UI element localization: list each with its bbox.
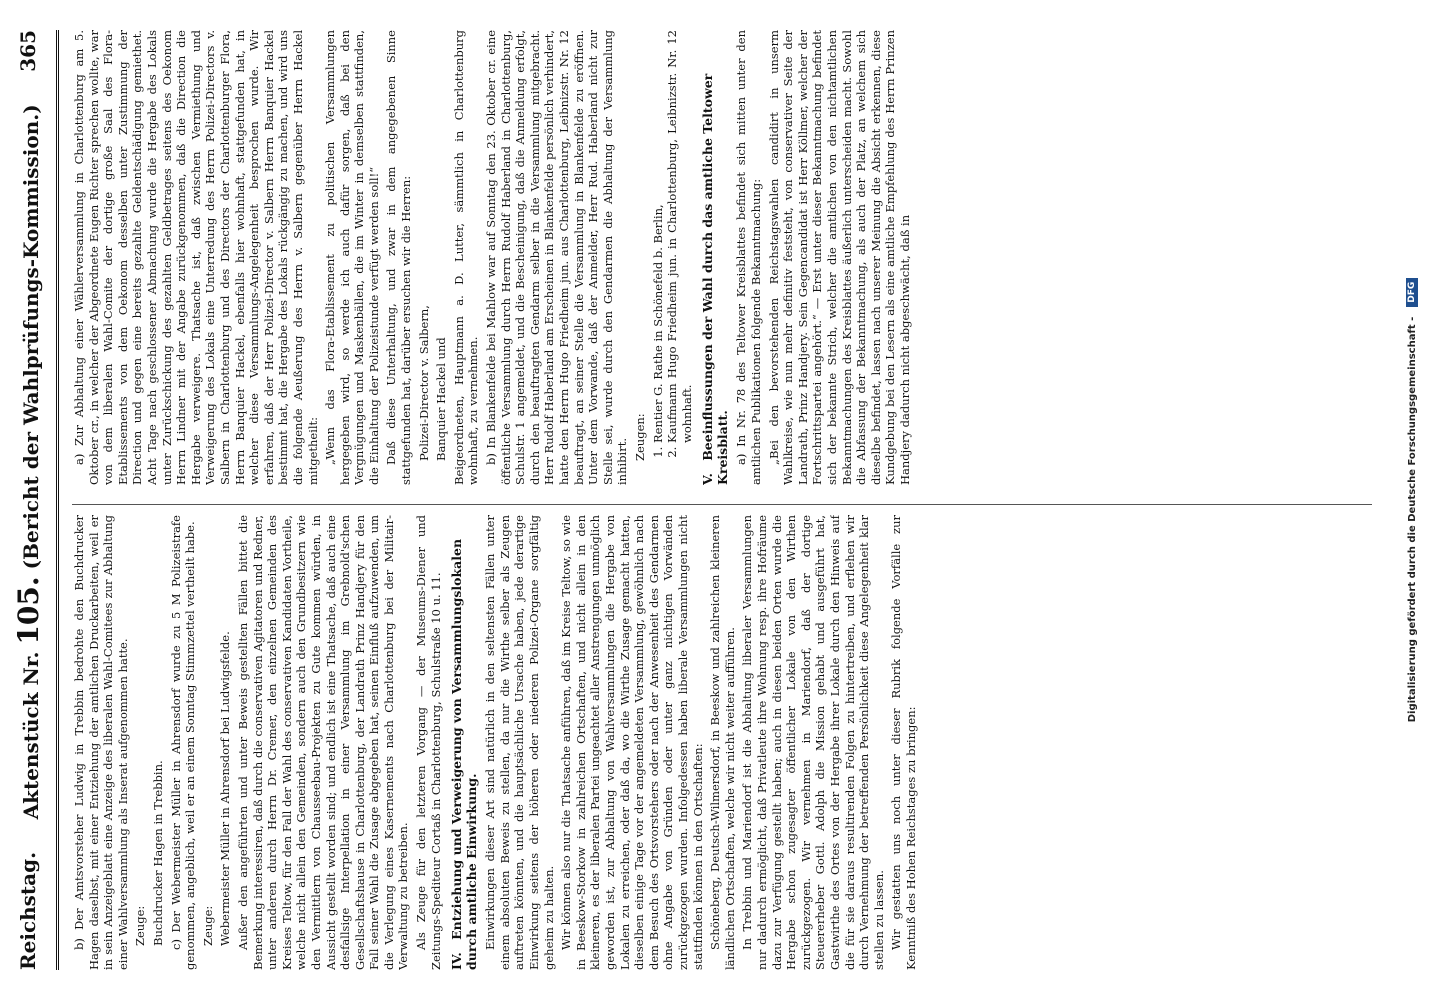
section-v-heading <box>700 30 730 485</box>
header-right: (Bericht der Wahlprüfungs-Kommission.) <box>18 104 43 570</box>
paragraph-iv-1: Einwirkungen dieser Art sind natürlich in den seltensten Fällen unter einem absoluten Beweis zu stellen, da nur die Wirthe selber als Zeugen auftreten könnten, und die hauptsächliche Ursache haben, jede derartige Einwirkung seitens der höheren oder niederen Polizei-Organe sorgfältig geheim zu halten. <box>483 515 556 970</box>
paragraph-ausser: Außer den angeführten und unter Beweis gestellten Fällen bittet die Bemerkung interessiren, daß durch die conservativen Agitatoren und Redner, unter anderen durch Herrn Dr. Cremer, den einzelnen Gemeinden des Kreises Teltow, für den Fall der Wahl des conservativen Kandidaten Vortheile, welche nicht allein den Gemeinden, sondern auch den Grundbesitzern wie den Vermittlern von Chausseebau-Projekten zu Gute kommen würden, in Aussicht gestellt worden sind; und endlich ist eine Thatsache, daß auch eine desfallsige Interpellation in einer Versammlung im Grebnold'schen Gesellschaftshause in Charlottenburg, der Landrath Prinz Handjery für den Fall seiner Wahl die Zusage abgegeben hat, seinen Einfluß aufzuwenden, um die Verlegung eines Kasernements nach Charlottenburg bei der Militair-Verwaltung zu betreiben. <box>235 515 411 970</box>
paragraph-v-2: „Bei den bevorstehenden Reichstagswahlen candidirt in unserm Wahlkreise, wie nun mehr definitiv feststeht, von conservativer Seite der Landrath, Prinz Handjery. Sein Gegencandidat ist Herr Köllmer, welcher der Fortschrittspartei angehört.“ — Erst unter dieser Bekanntmachung befindet sich der bekannte Strich, welcher die amtlichen von den nichtamtlichen Bekanntmachungen des Kreisblattes äußerlich unterscheiden macht. Sowohl die Abfassung der Bekanntmachung, als auch der Platz, an welchem sich dieselbe befindet, lassen nach unserer Meinung die Absicht erkennen, diese Kundgebung bei den Lesern als eine amtliche Empfehlung des Herrn Prinzen Handjery dadurch nicht abgeschwächt, daß in <box>766 30 912 485</box>
credit-text: Digitalisierung gefördert durch die Deutsche Forschungsgemeinschaft - <box>1406 316 1418 723</box>
header-center <box>12 72 45 852</box>
section-iv-title: Entziehung und Verweigerung von Versammlungslokalen durch amtliche Einwirkung. <box>449 538 480 970</box>
witness-entry: Polizei-Director v. Salbern, <box>416 305 431 461</box>
column-divider <box>72 504 1372 505</box>
witness-list <box>651 30 695 485</box>
section-v-title: Beeinflussungen der Wahl durch das amtliche Teltower Kreisblatt. <box>700 73 731 485</box>
witness-entry: Buchdrucker Hagen in Trebbin. <box>150 760 165 946</box>
witness-item: 2. Kaufmann Hugo Friedheim jun. in Charlottenburg, Leibnizstr. Nr. 12 wohnhaft. <box>665 30 694 443</box>
paragraph-iv-4: In Trebbin und Mariendorf ist die Abhaltung liberaler Versammlungen nur dadurch ermöglicht, daß Privatleute ihre Wohnung resp. ihre Hofräume dazu zur Verfügung gestellt haben; auch in diesen beiden Orten wurde die Hergabe schon zugesagter öffentlicher Lokale von den Wirthen zurückgezogen. Wir vernehmen in Mariendorf, daß der dortige Steuererheber Gottl. Adolph die Mission gehabt und ausgeführt hat, Gastwirthe des Ortes von der Hergabe ihrer Lokale durch den Hinweis auf die für sie daraus resultirenden Folgen zu hintertreiben, und erflehen wir durch Vernehmung der betreffenden Persönlichkeit diese Angelegenheit klar stellen zu lassen. <box>740 515 886 970</box>
page-header <box>0 30 59 970</box>
quote: „Wenn das Flora-Etablissement zu politischen Versammlungen hergegeben wird, so werde ich auch dafür sorgen, daß bei den Vergnügungen und Maskenbällen, die im Winter in demselben stattfinden, die Einhaltung der Polizeistunde verfügt werden soll!“ <box>323 30 381 485</box>
section-v-number: V. <box>700 473 716 485</box>
page-number: 365 <box>16 30 40 72</box>
left-column <box>72 515 1392 970</box>
digitization-credit <box>1392 0 1432 1000</box>
witness-item: 1. Rentier G. Rathe in Schönefeld b. Berlin, <box>651 30 666 443</box>
header-center-prefix: Aktenstück Nr. <box>18 651 43 820</box>
paragraph-c: c) Der Webermeister Müller in Ahrensdorf wurde zu 5 M Polizeistrafe genommen, angeblich, weil er an einem Sonntag Stimmzettel vertheilt habe. <box>168 515 198 970</box>
witness-entry: Webermeister Müller in Ahrensdorf bei Ludwigsfelde. <box>218 631 233 946</box>
header-left: Reichstag. <box>16 851 40 970</box>
right-column <box>72 30 1392 485</box>
witness-label: Zeuge: <box>133 905 148 946</box>
paragraph-iv-2: Wir können also nur die Thatsache anführen, daß im Kreise Teltow, so wie in Beeskow-Storkow in zahlreichen Ortschaften, und nicht allein in den kleineren, es der liberalen Partei ungeachtet aller Anstrengungen unmöglich geworden ist, zur Abhaltung von Wahlversammlungen die Hergabe von Lokalen zu erreichen, oder daß da, wo die Wirthe Zusage gemacht hatten, dieselben einige Tage vor der angemeldeten Versammlung, gewöhnlich nach dem Besuch des Ortsvorstehers oder nach der Anwesenheit des Gendarmen ohne Angabe von Gründen oder unter ganz nichtigen Vorwänden zurückgezogen wurden. Infolgedessen haben liberale Versammlungen nicht stattfinden können in den Ortschaften: <box>559 515 705 970</box>
witness-entry: Banquier Hackel und <box>434 337 449 461</box>
paragraph-b-right: b) In Blankenfelde bei Mahlow war auf Sonntag den 23. Oktober cr. eine öffentliche Versammlung durch Herrn Rudolf Haberland in Charlottenburg, Schulstr. 1 angemeldet, und die Bescheinigung, daß die Anmeldung erfolgt, durch den beauftragten Gendarm selber in die Versammlung mitgebracht. Herr Rudolf Haberland am Erscheinen in Blankenfelde persönlich verhindert, hatte den Herrn Hugo Friedheim jun. aus Charlottenburg, Leibnizstr. Nr. 12 beauftragt, an seiner Stelle die Versammlung in Blankenfelde zu eröffnen. Unter dem Vorwande, daß der Anmelder, Herr Rud. Haberland nicht zur Stelle sei, wurde durch den Gendarmen die Abhaltung der Versammlung inhibirt. <box>484 30 630 485</box>
paragraph-iv-5: Wir gestatten uns noch unter dieser Rubrik folgende Vorfälle zur Kenntniß des Hohen Reichstages zu bringen: <box>889 515 918 970</box>
paragraph-dass: Daß diese Unterhaltung, und zwar in dem angegebenen Sinne stattgefunden hat, darüber ersuchen wir die Herren: <box>384 30 414 485</box>
dfg-logo: DFG <box>1406 278 1418 307</box>
witness-label: Zeugen: <box>632 413 647 461</box>
section-iv-heading <box>449 515 479 970</box>
section-iv-number: IV. <box>449 952 465 970</box>
paragraph-b: b) Der Amtsvorsteher Ludwig in Trebbin bedrohte den Buchdrucker Hagen daselbst, mit einer Entziehung der amtlichen Druckarbeiten, weil er in sein Anzeigeblatt eine Anzeige des liberalen Wahl-Comitees zur Abhaltung einer Wahlversammlung als Inserat aufgenommen hatte. <box>72 515 130 970</box>
paragraph-iv-3: Schöneberg, Deutsch-Wilmersdorf, in Beeskow und zahlreichen kleineren ländlichen Ortschaften, welche wir nicht weiter aufführen. <box>708 515 737 970</box>
document-number: 105. <box>11 576 45 645</box>
paragraph-v-1: a) In Nr. 78 des Teltower Kreisblattes befindet sich mitten unter den amtlichen Publikationen folgende Bekanntmachung: <box>734 30 763 485</box>
paragraph-als: Als Zeuge für den letzteren Vorgang — der Museums-Diener und Zeitungs-Spediteur Cortaß in Charlottenburg, Schulstraße 10 u. 11. <box>414 515 443 970</box>
credit-line <box>1392 0 1432 1000</box>
paragraph-a: a) Zur Abhaltung einer Wählerversammlung in Charlottenburg am 5. Oktober cr., in welcher der Abgeordnete Eugen Richter sprechen wollte, war von dem liberalen Wahl-Comite der dortige große Saal des Flora-Etablissements von dem Oekonom desselben unter Zustimmung der Direction und gegen eine bereits gezahlte Geldentschädigung gemiethet. Acht Tage nach geschlossener Abmachung wurde die Hergabe des Lokals unter Zurückschickung des gezahlten Geldbetrages seitens des Oekonom Herrn Lindner mit der Angabe zurückgenommen, daß die Direction die Hergabe verweigere. Thatsache ist, daß zwischen Vermiethung und Verweigerung des Lokals eine Unterredung des Herrn Polizei-Directors v. Salbern in Charlottenburg und des Directors der Charlottenburger Flora, Herrn Banquier Hackel, ebenfalls hier wohnhaft, stattgefunden hat, in welcher diese Versammlungs-Angelegenheit besprochen wurde. Wir erfahren, daß der Herr Polizei-Director v. Salbern Herrn Banquier Hackel bestimmt hat, die Hergabe des Lokals rückgängig zu machen, und wird uns die folgende Aeußerung des Herrn v. Salbern gegenüber Herrn Hackel mitgetheilt: <box>72 30 320 485</box>
paragraph-beigeordneten: Beigeordneten, Hauptmann a. D. Lutter, sämmtlich in Charlottenburg wohnhaft, zu vernehmen. <box>451 30 481 485</box>
witness-label: Zeuge: <box>200 905 215 946</box>
